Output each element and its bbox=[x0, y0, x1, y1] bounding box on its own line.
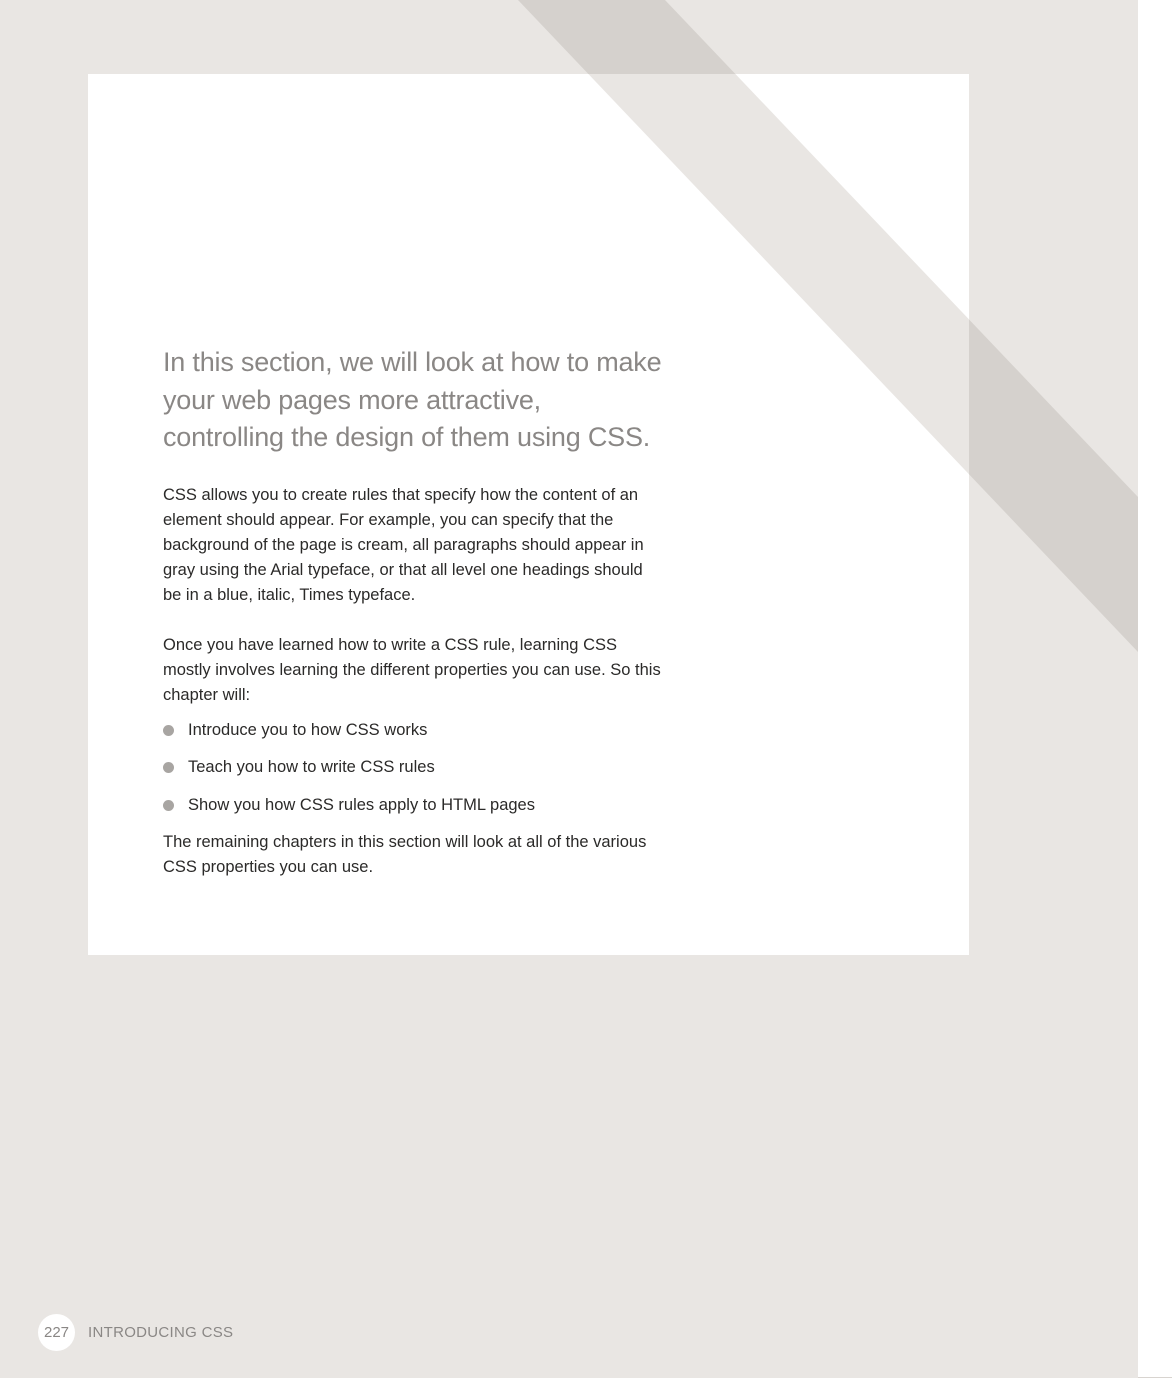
page-footer bbox=[38, 1314, 233, 1351]
text-column bbox=[163, 344, 663, 905]
body-paragraph: Once you have learned how to write a CSS rule, learning CSS mostly involves learning the different properties you can use. So this chapter will: bbox=[163, 635, 661, 704]
bullet-text: Teach you how to write CSS rules bbox=[188, 758, 435, 776]
bullet-item bbox=[163, 718, 663, 743]
content-panel bbox=[88, 74, 969, 955]
intro-paragraph: In this section, we will look at how to make your web pages more attractive, controlling the design of them using CSS. bbox=[163, 347, 662, 452]
bullet-text: Show you how CSS rules apply to HTML pages bbox=[188, 795, 535, 814]
chapter-title: INTRODUCING CSS bbox=[88, 1324, 234, 1341]
closing-paragraph: The remaining chapters in this section will look at all of the various CSS properties you can use. bbox=[163, 833, 647, 876]
bullet-item bbox=[163, 793, 663, 818]
body-paragraph: CSS allows you to create rules that specify how the content of an element should appear. For example, you can specify that the background of the page is cream, all paragraphs should appear in gray using the Arial typeface, or that all level one headings should be in a blue, italic, Times typeface. bbox=[163, 485, 644, 604]
bullet-dot-icon bbox=[163, 762, 174, 773]
bullet-dot-icon bbox=[163, 725, 174, 736]
bullet-dot-icon bbox=[163, 800, 174, 811]
bullet-text: Introduce you to how CSS works bbox=[188, 720, 428, 739]
bullet-list bbox=[163, 718, 663, 818]
bullet-item bbox=[163, 755, 663, 780]
page-margin bbox=[1138, 0, 1172, 1378]
page-number-badge: 227 bbox=[38, 1314, 75, 1351]
